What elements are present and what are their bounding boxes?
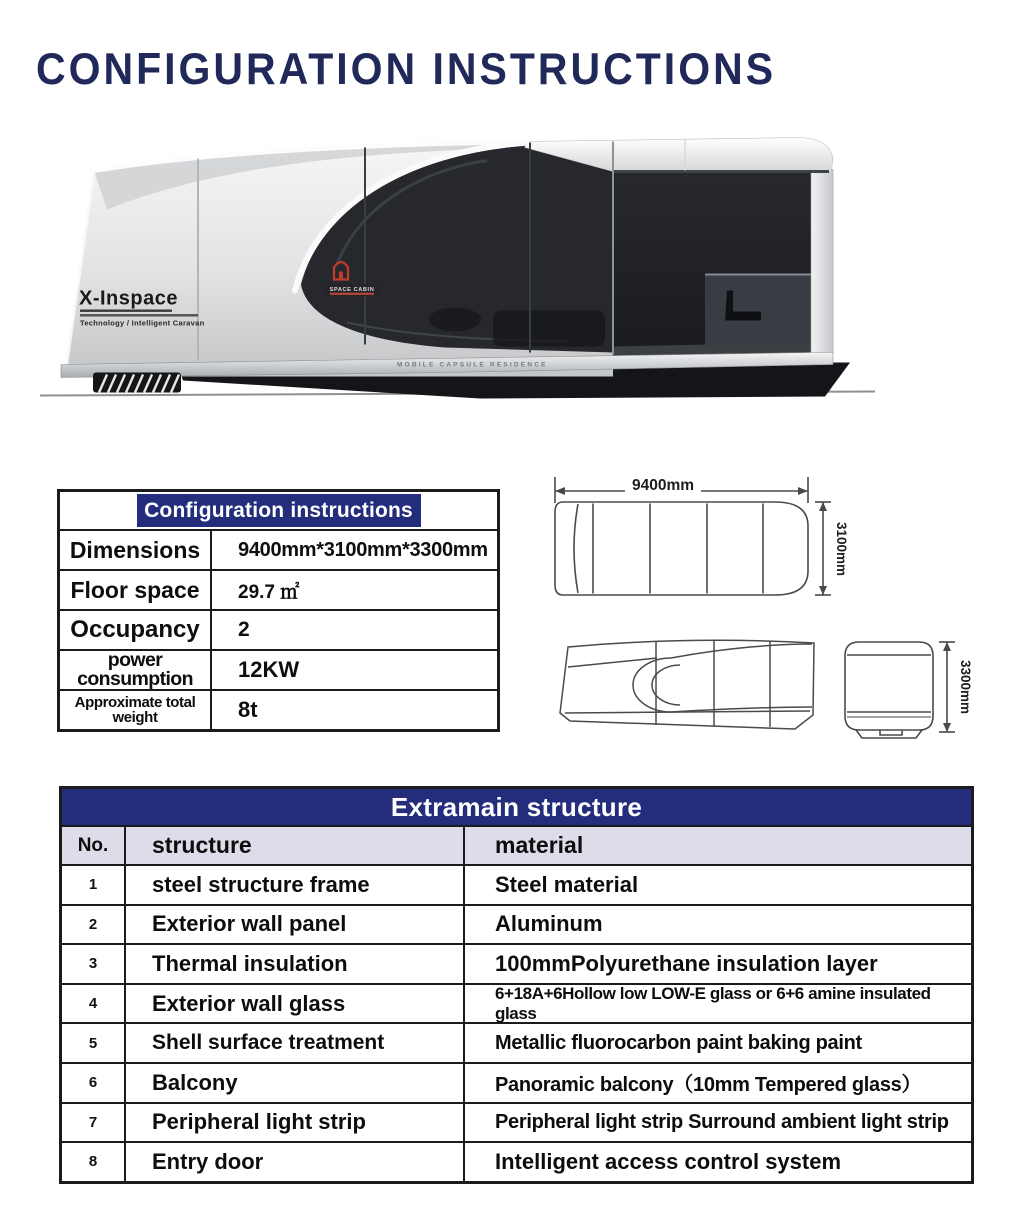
config-value: 12KW: [238, 657, 300, 682]
config-label: power consumption: [60, 651, 212, 689]
top-view-drawing: [555, 472, 849, 595]
material-cell: 6+18A+6Hollow low LOW-E glass or 6+6 amine insulated glass: [495, 983, 931, 1023]
structure-table-title: Extramain structure: [62, 789, 971, 827]
structure-cell: Balcony: [126, 1064, 465, 1102]
capsule-house-illustration: [25, 113, 1000, 411]
structure-cell: Shell surface treatment: [126, 1024, 465, 1062]
structure-table-column-headers: [62, 827, 971, 866]
page-title: CONFIGURATION INSTRUCTIONS: [36, 44, 777, 94]
space-cabin-badge: [323, 284, 381, 297]
table-row: [60, 531, 497, 571]
sill-text: MOBILE CAPSULE RESIDENCE: [397, 361, 548, 369]
height-dimension-label: 3300mm: [958, 659, 973, 715]
table-row: [60, 611, 497, 651]
table-row: [62, 906, 971, 946]
structure-cell: Entry door: [126, 1143, 465, 1181]
config-value: 29.7 ㎡: [238, 581, 300, 603]
material-cell: 100mmPolyurethane insulation layer: [495, 950, 878, 976]
row-number: 1: [62, 866, 126, 904]
table-row: [62, 1064, 971, 1104]
config-label: Approximate total weight: [60, 691, 212, 729]
row-number: 6: [62, 1064, 126, 1102]
structure-cell: Exterior wall glass: [126, 985, 465, 1023]
material-cell: Steel material: [495, 871, 639, 897]
material-cell: Metallic fluorocarbon paint baking paint: [495, 1031, 862, 1054]
end-pillar: [811, 170, 833, 354]
row-number: 8: [62, 1143, 126, 1181]
table-row: [62, 985, 971, 1025]
configuration-table-title: Configuration instructions: [137, 494, 421, 527]
material-cell: Peripheral light strip Surround ambient light strip: [495, 1110, 949, 1133]
table-row: [62, 1143, 971, 1181]
row-number: 7: [62, 1104, 126, 1142]
table-row: [62, 945, 971, 985]
material-cell: Panoramic balcony（10mm Tempered glass）: [495, 1074, 922, 1097]
table-row: [60, 648, 497, 691]
row-number: 4: [62, 985, 126, 1023]
config-value: 9400mm*3100mm*3300mm: [238, 538, 488, 561]
badge-red-strip: [330, 293, 374, 295]
config-label: Occupancy: [60, 611, 212, 649]
table-row: [60, 691, 497, 729]
table-row: [62, 866, 971, 906]
column-header-no: No.: [62, 827, 126, 864]
dimension-drawings: [540, 465, 985, 765]
structure-table: [59, 786, 974, 1184]
configuration-table: [57, 489, 500, 732]
table-row: [60, 571, 497, 611]
structure-cell: steel structure frame: [126, 866, 465, 904]
row-number: 2: [62, 906, 126, 944]
table-row: [62, 1024, 971, 1064]
width-dimension-label: 3100mm: [834, 521, 849, 577]
vent-grille: [93, 373, 181, 393]
row-number: 5: [62, 1024, 126, 1062]
structure-cell: Thermal insulation: [126, 945, 465, 983]
config-value: 8t: [238, 697, 258, 722]
side-view-drawing: [560, 640, 814, 729]
brand-microtext-line-1: [80, 310, 172, 312]
interior-seat: [429, 308, 481, 332]
material-cell: Aluminum: [495, 911, 603, 937]
column-header-structure: structure: [126, 827, 465, 864]
material-cell: Intelligent access control system: [495, 1148, 842, 1174]
interior-shadow: [493, 311, 605, 347]
product-render: [25, 113, 1000, 411]
table-row: [62, 1104, 971, 1144]
brand-tagline: Technology / Intelligent Caravan: [80, 318, 205, 328]
row-number: 3: [62, 945, 126, 983]
structure-cell: Peripheral light strip: [126, 1104, 465, 1142]
badge-text: SPACE CABIN: [329, 287, 375, 293]
structure-cell: Exterior wall panel: [126, 906, 465, 944]
config-value: 2: [238, 618, 250, 641]
configuration-table-header-row: [60, 492, 497, 531]
technical-drawings: [540, 465, 985, 765]
config-label: Dimensions: [60, 531, 212, 569]
column-header-material: material: [495, 832, 584, 858]
brand-logo-text: X-Inspace: [79, 287, 178, 310]
brand-microtext-line-2: [80, 314, 198, 316]
config-label: Floor space: [60, 571, 212, 609]
length-dimension-label: 9400mm: [631, 477, 695, 494]
end-view-drawing: [845, 642, 973, 738]
